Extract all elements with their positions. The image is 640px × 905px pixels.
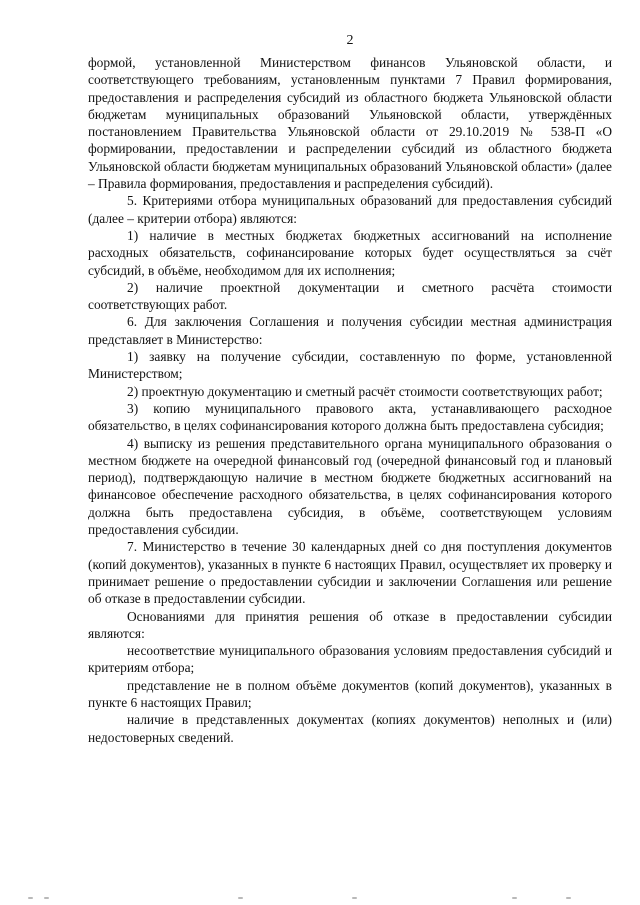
paragraph: 5. Критериями отбора муниципальных образований для предоставления субсидий (далее – критерии отбора) являются: [88, 193, 612, 226]
scan-speck [44, 897, 49, 899]
document-body [88, 54, 612, 746]
paragraph: 7. Министерство в течение 30 календарных дней со дня поступления документов (копий документов), указанных в пункте 6 настоящих Правил, осуществляет их проверку и принимает решение о предоставлении субсидии и заключении Соглашения или решение об отказе в предоставлении субсидии. [88, 539, 612, 607]
paragraph: наличие в представленных документах (копиях документов) неполных и (или) недостоверных сведений. [88, 712, 612, 745]
paragraph: Основаниями для принятия решения об отказе в предоставлении субсидии являются: [88, 608, 612, 641]
scan-speck [352, 897, 357, 899]
paragraph: 2) проектную документацию и сметный расчёт стоимости соответствующих работ; [127, 383, 603, 399]
scan-speck [512, 897, 517, 899]
paragraph: 1) наличие в местных бюджетах бюджетных ассигнований на исполнение расходных обязательств, софинансирование которых будет осуществляться за счёт субсидий, в объёме, необходимом для их исполнения; [88, 227, 612, 278]
paragraph: 3) копию муниципального правового акта, устанавливающего расходное обязательство, в целях софинансирования которого должна быть предоставлена субсидия; [88, 400, 612, 434]
page-number: 2 [346, 33, 354, 48]
paragraph: несоответствие муниципального образования условиям предоставления субсидий и критериям отбора; [88, 643, 612, 676]
paragraph: формой, установленной Министерством финансов Ульяновской области, и соответствующего требованиям, установленным пунктами 7 Правил формирования, предоставления и распределения субсидий из областного бюджета Ульяновской области бюджетам муниципальных образований Ульяновской области, утверждённых постановлением Правительства Ульяновской области от 29.10.2019 № 538-П «О формировании, предоставлении и распределении субсидий из областного бюджета Ульяновской области бюджетам муниципальных образований Ульяновской области» (далее – Правила формирования, предоставления и распределения субсидий). [88, 55, 612, 192]
scan-speck [28, 897, 33, 899]
scan-speck [238, 897, 243, 899]
scan-speck [566, 897, 571, 899]
paragraph: 1) заявку на получение субсидии, составленную по форме, установленной Министерством; [88, 349, 612, 382]
paragraph: представление не в полном объёме документов (копий документов), указанных в пункте 6 настоящих Правил; [88, 677, 612, 710]
paragraph: 4) выписку из решения представительного органа муниципального образования о местном бюджете на очередной финансовый год (очередной финансовый год и плановый период), подтверждающую наличие в местном бюджете бюджетных ассигнований на финансовое обеспечение расходного обязательства, в целях софинансирования которого должна быть предоставлена субсидия, в объёме, соответствующем условиям предоставления субсидии. [88, 435, 612, 538]
paragraph: 6. Для заключения Соглашения и получения субсидии местная администрация представляет в Министерство: [88, 314, 612, 347]
paragraph: 2) наличие проектной документации и сметного расчёта стоимости соответствующих работ. [88, 279, 612, 313]
scan-artifacts [0, 893, 640, 899]
